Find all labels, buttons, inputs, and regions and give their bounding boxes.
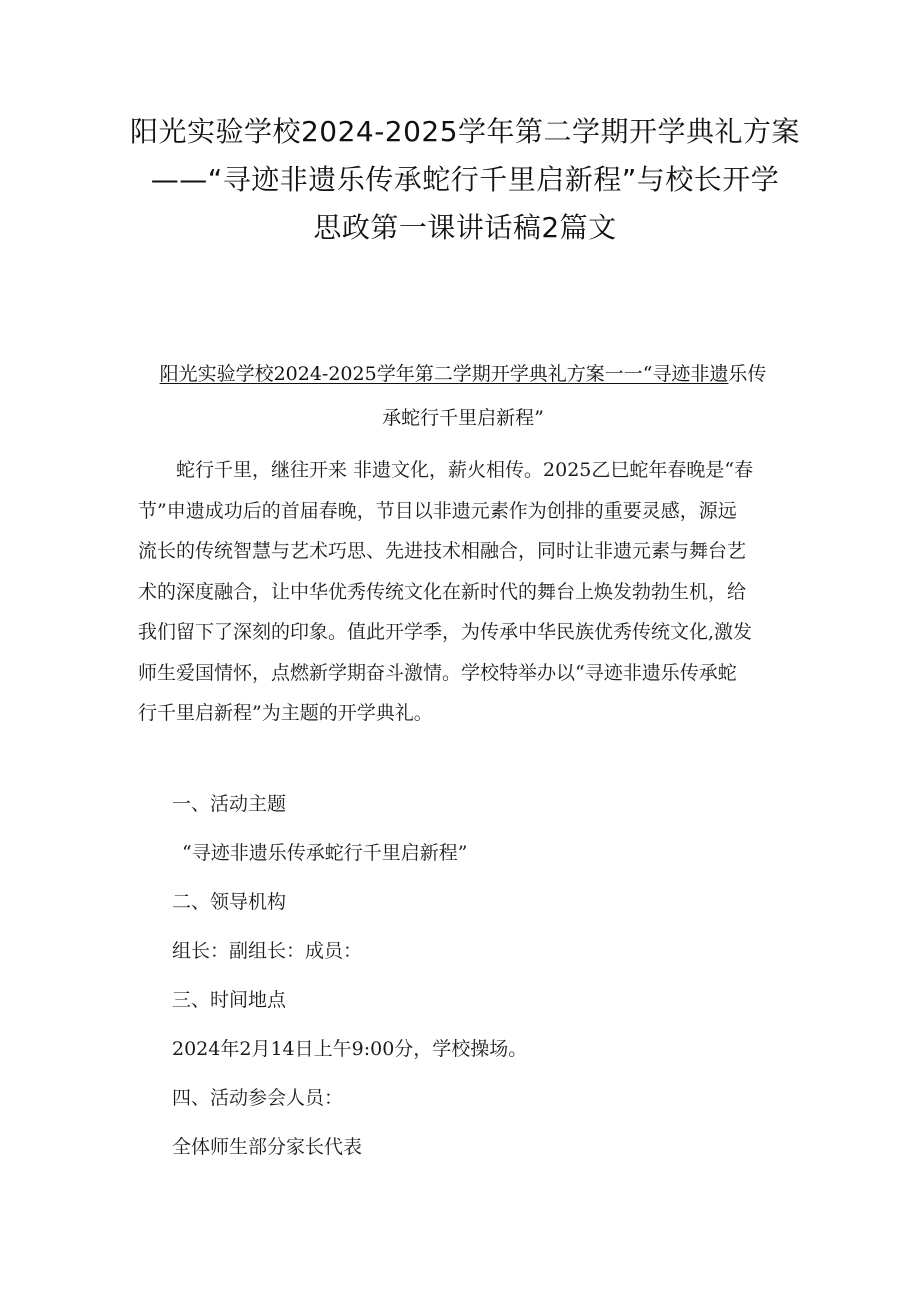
title-line-2: ——“寻迹非遗乐传承蛇行千里启新程”与校长开学 xyxy=(150,163,780,196)
document-title xyxy=(120,108,810,252)
heading-participants: 四、活动参会人员： xyxy=(172,1087,344,1109)
section-heading-rest: 乐传 xyxy=(728,363,767,385)
intro-line-2: 节”申遗成功后的首届春晚，节目以非遗元素作为创排的重要灵感，源远 xyxy=(138,499,737,522)
title-line-1: 阳光实验学校2024-2025学年第二学期开学典礼方案 xyxy=(129,115,801,148)
intro-line-3: 流长的传统智慧与艺术巧思、先进技术相融合，同时让非遗元素与舞台艺 xyxy=(138,540,747,562)
time-place-text: 2024年2月14日上午9:00分，学校操场。 xyxy=(172,1038,528,1060)
heading-leadership: 二、领导机构 xyxy=(172,891,287,913)
intro-line-4: 术的深度融合，让中华优秀传统文化在新时代的舞台上焕发勃勃生机，给 xyxy=(138,580,747,603)
section-heading-line-2: 承蛇行千里启新程” xyxy=(382,407,544,429)
heading-time-place: 三、时间地点 xyxy=(172,989,287,1011)
leadership-members: 组长：副组长：成员： xyxy=(172,940,363,962)
intro-line-5: 我们留下了深刻的印象。值此开学季，为传承中华民族优秀传统文化,激发 xyxy=(138,621,753,643)
intro-line-1: 蛇行千里，继往开来 非遗文化，薪火相传。2025乙巳蛇年春晚是“春 xyxy=(176,459,754,481)
activity-theme-text: “寻迹非遗乐传承蛇行千里启新程” xyxy=(182,842,468,864)
intro-line-6: 师生爱国情怀，点燃新学期奋斗激情。学校特举办以“寻迹非遗乐传承蛇 xyxy=(138,661,737,684)
intro-paragraph xyxy=(138,450,788,734)
title-line-3: 思政第一课讲话稿2篇文 xyxy=(313,211,617,244)
section-heading-underlined: 阳光实验学校2024-2025学年第二学期开学典礼方案一一“寻迹非遗 xyxy=(159,363,729,385)
section-heading xyxy=(138,352,788,440)
participants-text: 全体师生部分家长代表 xyxy=(172,1136,363,1158)
heading-activity-theme: 一、活动主题 xyxy=(172,793,287,815)
intro-line-7: 行千里启新程”为主题的开学典礼。 xyxy=(138,702,433,724)
section-heading-line-1 xyxy=(138,352,788,396)
